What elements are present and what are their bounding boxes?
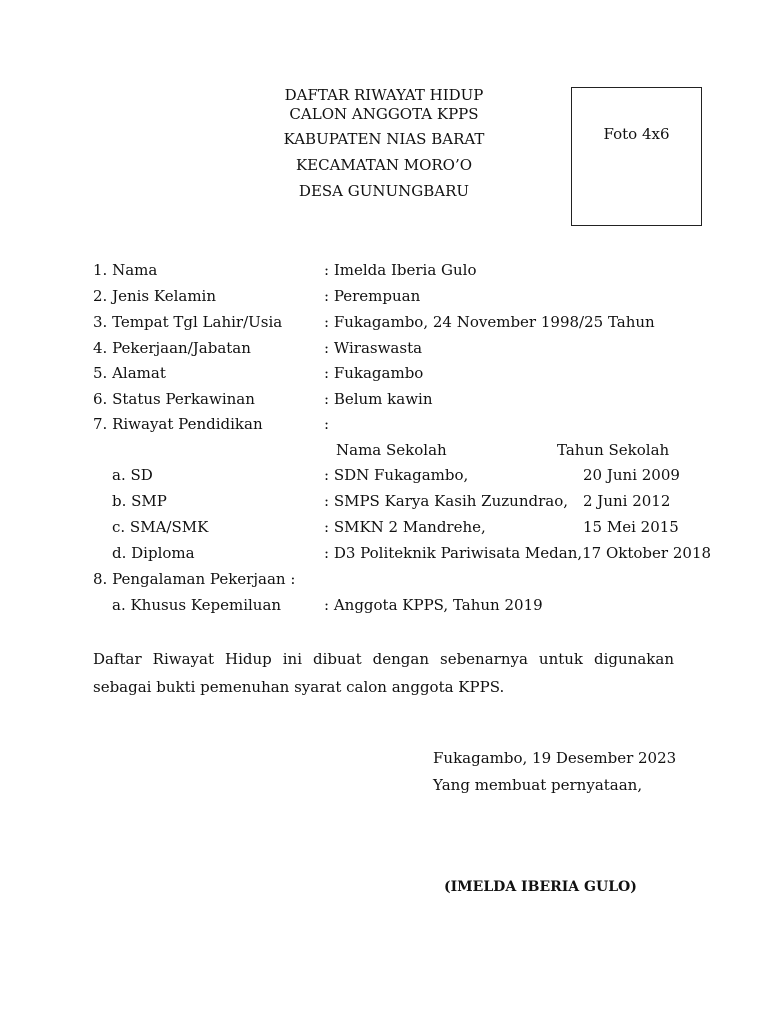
photo-label: Foto 4x6 [603, 125, 670, 143]
field-value: : Belum kawin [324, 390, 433, 408]
signature-maker: Yang membuat pernyataan, [433, 776, 643, 794]
education-col-school: Nama Sekolah [336, 441, 447, 459]
education-year: 20 Juni 2009 [583, 466, 680, 484]
field-label: 7. Riwayat Pendidikan [93, 415, 263, 433]
education-level: a. SD [112, 466, 153, 484]
field-value: : [324, 415, 330, 433]
education-level: c. SMA/SMK [112, 518, 209, 536]
title-line-2: CALON ANGGOTA KPPS [289, 105, 479, 123]
field-value: : Wiraswasta [324, 339, 423, 357]
experience-value: : Anggota KPPS, Tahun 2019 [324, 596, 543, 614]
education-year: 2 Juni 2012 [583, 492, 671, 510]
education-year: 15 Mei 2015 [583, 518, 679, 536]
experience-label: 8. Pengalaman Pekerjaan : [93, 570, 296, 588]
field-value: : Fukagambo [324, 364, 424, 382]
field-label: 3. Tempat Tgl Lahir/Usia [93, 313, 283, 331]
education-school: : D3 Politeknik Pariwisata Medan,17 Oktober 2018 [324, 544, 712, 562]
title-line-5: DESA GUNUNGBARU [298, 182, 470, 200]
photo-placeholder [571, 87, 702, 226]
title-line-1: DAFTAR RIWAYAT HIDUP [284, 86, 484, 104]
education-level: b. SMP [112, 492, 167, 510]
document-title [255, 86, 513, 201]
field-label: 4. Pekerjaan/Jabatan [93, 339, 251, 357]
title-line-4: KECAMATAN MORO’O [295, 156, 473, 174]
signature-name: (IMELDA IBERIA GULO) [444, 879, 637, 895]
statement-line-2: sebagai bukti pemenuhan syarat calon anggota KPPS. [93, 678, 505, 696]
field-value: : Imelda Iberia Gulo [324, 261, 477, 279]
education-level: d. Diploma [112, 544, 195, 562]
statement-line-1: Daftar Riwayat Hidup ini dibuat dengan sebenarnya untuk digunakan [93, 650, 674, 668]
field-label: 1. Nama [93, 261, 158, 279]
field-value: : Fukagambo, 24 November 1998/25 Tahun [324, 313, 655, 331]
education-school: : SDN Fukagambo, [324, 466, 469, 484]
field-value: : Perempuan [324, 287, 421, 305]
statement-paragraph [93, 645, 674, 701]
experience-type: a. Khusus Kepemiluan [112, 596, 282, 614]
signature-place-date: Fukagambo, 19 Desember 2023 [433, 749, 677, 767]
field-label: 5. Alamat [93, 364, 166, 382]
education-school: : SMKN 2 Mandrehe, [324, 518, 486, 536]
title-line-3: KABUPATEN NIAS BARAT [283, 130, 485, 148]
field-label: 2. Jenis Kelamin [93, 287, 216, 305]
education-col-year: Tahun Sekolah [557, 441, 670, 459]
education-school: : SMPS Karya Kasih Zuzundrao, [324, 492, 568, 510]
field-label: 6. Status Perkawinan [93, 390, 255, 408]
